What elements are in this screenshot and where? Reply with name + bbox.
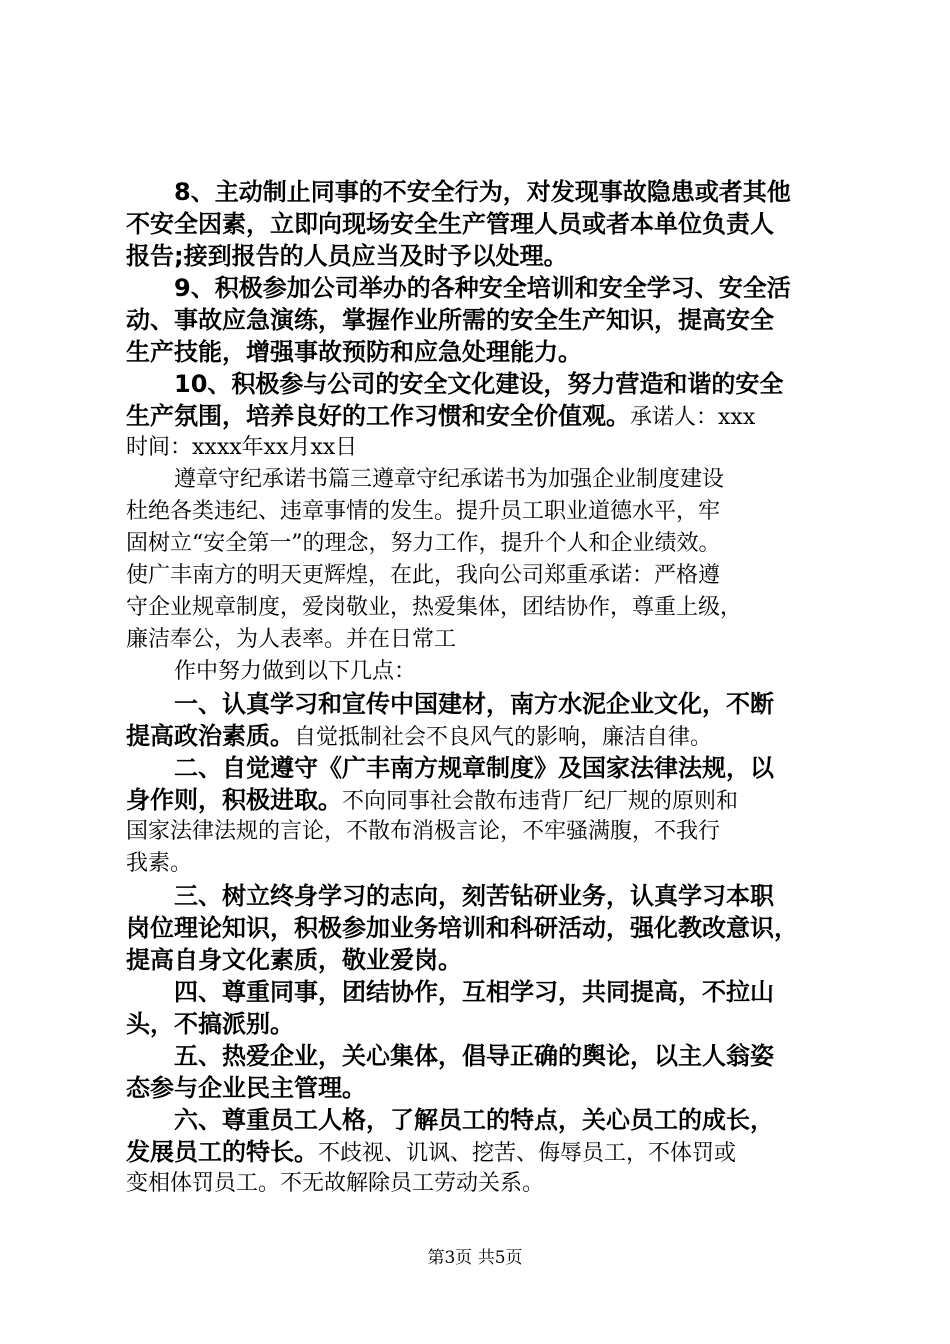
line-text: 固树立“安全第一”的理念，努力工作，提升个人和企业绩效。 bbox=[126, 531, 721, 556]
text-line bbox=[126, 720, 838, 752]
line-text: 动、事故应急演练，掌握作业所需的安全生产知识，提高安全 bbox=[126, 306, 774, 334]
signature-date-line bbox=[126, 432, 838, 464]
text-line bbox=[126, 528, 838, 560]
line-text: 变相体罚员工。不无故解除员工劳动关系。 bbox=[126, 1171, 545, 1196]
line-text: 一、认真学习和宣传中国建材，南方水泥企业文化，不断 bbox=[174, 690, 774, 718]
text-line bbox=[126, 816, 838, 848]
line-text: 二、自觉遵守《广丰南方规章制度》及国家法律法规，以 bbox=[174, 754, 774, 782]
line-text: 使广丰南方的明天更辉煌，在此，我向公司郑重承诺：严格遵 bbox=[126, 563, 721, 588]
line-text: 报告;接到报告的人员应当及时予以处理。 bbox=[126, 242, 568, 270]
text-line bbox=[126, 912, 838, 944]
text-line bbox=[126, 1008, 838, 1040]
line-text: 守企业规章制度，爱岗敬业，热爱集体，团结协作，尊重上级， bbox=[126, 595, 743, 620]
line-text-regular: 承诺人：xxx bbox=[630, 405, 756, 430]
text-line bbox=[126, 976, 838, 1008]
line-text: 提高自身文化素质，敬业爱岗。 bbox=[126, 946, 462, 974]
document-body bbox=[126, 176, 838, 1200]
text-line bbox=[126, 1072, 838, 1104]
line-text-strong: 身作则，积极进取。 bbox=[126, 786, 342, 814]
line-text: 9、积极参加公司举办的各种安全培训和安全学习、安全活 bbox=[174, 274, 791, 302]
text-line bbox=[126, 656, 838, 688]
line-text bbox=[126, 1138, 736, 1166]
line-text: 五、热爱企业，关心集体，倡导正确的舆论，以主人翁姿 bbox=[174, 1042, 774, 1070]
line-text: 杜绝各类违纪、违章事情的发生。提升员工职业道德水平，牢 bbox=[126, 499, 721, 524]
line-text: 遵章守纪承诺书篇三遵章守纪承诺书为加强企业制度建设 bbox=[174, 467, 725, 492]
page-number-footer: 第3页 共5页 bbox=[427, 1248, 523, 1268]
line-text-strong: 提高政治素质。 bbox=[126, 722, 294, 750]
text-line bbox=[126, 464, 838, 496]
text-line bbox=[126, 496, 838, 528]
text-line bbox=[126, 624, 838, 656]
line-text-regular: 不歧视、讥讽、挖苦、侮辱员工，不体罚或 bbox=[318, 1141, 737, 1166]
line-text: 不安全因素，立即向现场安全生产管理人员或者本单位负责人 bbox=[126, 210, 774, 238]
line-text: 生产技能，增强事故预防和应急处理能力。 bbox=[126, 338, 582, 366]
text-line bbox=[126, 1168, 838, 1200]
line-text: 国家法律法规的言论，不散布消极言论，不牢骚满腹，不我行 bbox=[126, 819, 721, 844]
line-text-regular: 自觉抵制社会不良风气的影响，廉洁自律。 bbox=[294, 725, 713, 750]
line-text: 廉洁奉公，为人表率。并在日常工 bbox=[126, 627, 457, 652]
text-line bbox=[126, 368, 838, 400]
text-line bbox=[126, 400, 838, 432]
line-text: 我素。 bbox=[126, 851, 193, 876]
text-line bbox=[126, 1136, 838, 1168]
text-line bbox=[126, 208, 838, 240]
text-line bbox=[126, 944, 838, 976]
line-text-strong: 生产氛围，培养良好的工作习惯和安全价值观。 bbox=[126, 402, 630, 430]
text-line bbox=[126, 1104, 838, 1136]
text-line bbox=[126, 592, 838, 624]
text-line bbox=[126, 688, 838, 720]
text-line bbox=[126, 752, 838, 784]
line-text: 头，不搞派别。 bbox=[126, 1010, 294, 1038]
line-text: 10、积极参与公司的安全文化建设，努力营造和谐的安全 bbox=[174, 370, 784, 398]
line-text: 四、尊重同事，团结协作，互相学习，共同提高，不拉山 bbox=[174, 978, 774, 1006]
line-text: 态参与企业民主管理。 bbox=[126, 1074, 366, 1102]
text-line bbox=[126, 304, 838, 336]
line-text: 8、主动制止同事的不安全行为，对发现事故隐患或者其他 bbox=[174, 178, 791, 206]
text-line bbox=[126, 880, 838, 912]
text-line bbox=[126, 272, 838, 304]
line-text bbox=[126, 402, 755, 430]
line-text-strong: 发展员工的特长。 bbox=[126, 1138, 318, 1166]
line-text: 岗位理论知识，积极参加业务培训和科研活动，强化教改意识， bbox=[126, 914, 798, 942]
line-text-regular: 不向同事社会散布违背厂纪厂规的原则和 bbox=[342, 789, 739, 814]
text-line bbox=[126, 336, 838, 368]
text-line bbox=[126, 176, 838, 208]
line-text: 作中努力做到以下几点： bbox=[174, 659, 417, 684]
text-line bbox=[126, 848, 838, 880]
line-text bbox=[126, 722, 712, 750]
text-line bbox=[126, 784, 838, 816]
line-text bbox=[126, 786, 738, 814]
text-line bbox=[126, 560, 838, 592]
line-text: 三、树立终身学习的志向，刻苦钻研业务，认真学习本职 bbox=[174, 882, 774, 910]
text-line bbox=[126, 240, 838, 272]
line-text: 六、尊重员工人格，了解员工的特点，关心员工的成长， bbox=[174, 1106, 774, 1134]
text-line bbox=[126, 1040, 838, 1072]
line-text: 时间：xxxx年xx月xx日 bbox=[126, 435, 358, 460]
